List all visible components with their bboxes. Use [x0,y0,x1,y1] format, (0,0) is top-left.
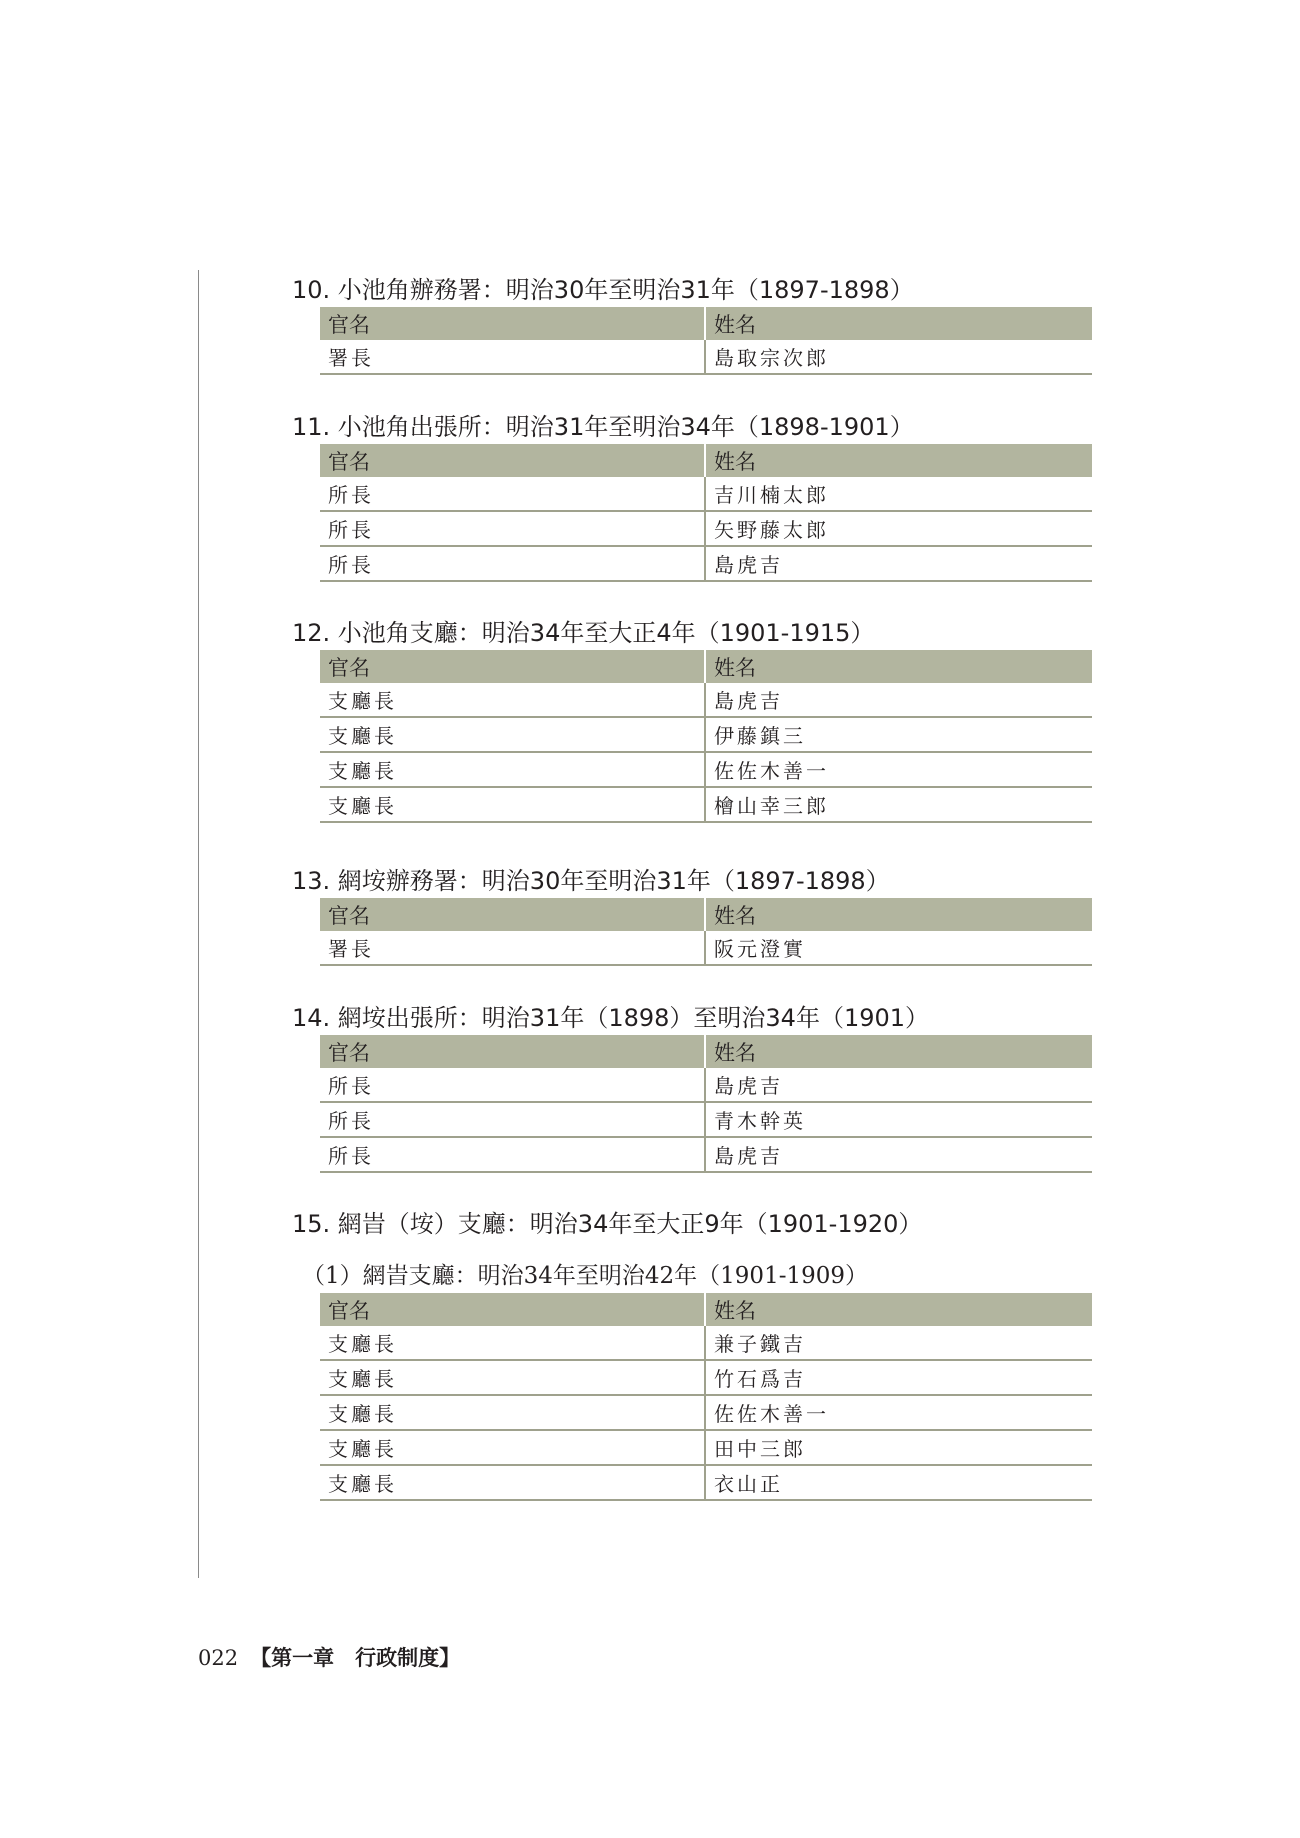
official-title: 支廳長 [320,717,705,752]
column-header-title: 官名 [320,898,705,931]
column-header-title: 官名 [320,307,705,340]
table-row [320,1465,1092,1500]
official-name: 檜山幸三郎 [705,787,1092,822]
officials-table [320,1035,1092,1173]
table-row [320,1137,1092,1172]
section-title: 12. 小池角支廳：明治34年至大正4年（1901-1915） [292,619,875,647]
official-title: 支廳長 [320,1465,705,1500]
official-name: 矢野藤太郎 [705,511,1092,546]
table-row [320,1395,1092,1430]
table-row [320,546,1092,581]
officials-table [320,650,1092,823]
column-header-name: 姓名 [705,307,1092,340]
column-header-name: 姓名 [705,444,1092,477]
section-13 [292,866,1092,966]
official-name: 島虎吉 [705,1068,1092,1102]
section-title: 11. 小池角出張所：明治31年至明治34年（1898-1901） [292,413,914,441]
column-header-title: 官名 [320,444,705,477]
section-15 [292,1209,1092,1501]
table-header-row [320,307,1092,340]
official-title: 支廳長 [320,1326,705,1360]
table-row [320,752,1092,787]
table-row [320,787,1092,822]
officials-table [320,307,1092,375]
section-10 [292,275,1092,375]
section-title: 10. 小池角辦務署：明治30年至明治31年（1897-1898） [292,276,914,304]
table-row [320,1430,1092,1465]
official-name: 兼子鐵吉 [705,1326,1092,1360]
official-title: 署長 [320,931,705,965]
official-title: 所長 [320,1137,705,1172]
section-title: 13. 網垵辦務署：明治30年至明治31年（1897-1898） [292,867,890,895]
table-header-row [320,444,1092,477]
official-title: 署長 [320,340,705,374]
official-name: 佐佐木善一 [705,752,1092,787]
column-header-name: 姓名 [705,1293,1092,1326]
table-row [320,340,1092,374]
official-title: 支廳長 [320,1360,705,1395]
column-header-title: 官名 [320,1293,705,1326]
table-row [320,1360,1092,1395]
page-footer [198,1642,460,1672]
official-name: 佐佐木善一 [705,1395,1092,1430]
official-name: 衣山正 [705,1465,1092,1500]
section-11 [292,412,1092,582]
official-title: 所長 [320,546,705,581]
official-name: 阪元澄實 [705,931,1092,965]
official-title: 支廳長 [320,1430,705,1465]
section-title: 15. 網旹（垵）支廳：明治34年至大正9年（1901-1920） [292,1210,923,1238]
table-row [320,1068,1092,1102]
section-title: 14. 網垵出張所：明治31年（1898）至明治34年（1901） [292,1004,930,1032]
official-name: 田中三郎 [705,1430,1092,1465]
table-row [320,717,1092,752]
official-title: 支廳長 [320,752,705,787]
table-header-row [320,1035,1092,1068]
margin-rule [198,270,199,1578]
official-name: 島虎吉 [705,546,1092,581]
table-row [320,511,1092,546]
table-row [320,683,1092,717]
official-title: 所長 [320,511,705,546]
officials-table [320,1293,1092,1501]
column-header-title: 官名 [320,650,705,683]
official-title: 所長 [320,1068,705,1102]
official-name: 吉川楠太郎 [705,477,1092,511]
column-header-name: 姓名 [705,898,1092,931]
official-title: 所長 [320,477,705,511]
subsection-title: （1）網旹支廳：明治34年至明治42年（1901-1909） [302,1263,869,1289]
official-name: 島取宗次郎 [705,340,1092,374]
column-header-title: 官名 [320,1035,705,1068]
table-header-row [320,898,1092,931]
table-row [320,1102,1092,1137]
official-name: 竹石爲吉 [705,1360,1092,1395]
official-title: 支廳長 [320,1395,705,1430]
official-title: 支廳長 [320,787,705,822]
table-header-row [320,1293,1092,1326]
table-row [320,931,1092,965]
official-title: 所長 [320,1102,705,1137]
section-14 [292,1003,1092,1173]
officials-table [320,898,1092,966]
chapter-label: 【第一章 行政制度】 [250,1645,461,1670]
column-header-name: 姓名 [705,650,1092,683]
column-header-name: 姓名 [705,1035,1092,1068]
official-name: 青木幹英 [705,1102,1092,1137]
officials-table [320,444,1092,582]
page-number: 022 [198,1646,239,1670]
official-name: 島虎吉 [705,1137,1092,1172]
official-name: 伊藤鎮三 [705,717,1092,752]
section-12 [292,618,1092,823]
table-row [320,477,1092,511]
table-header-row [320,650,1092,683]
official-name: 島虎吉 [705,683,1092,717]
table-row [320,1326,1092,1360]
official-title: 支廳長 [320,683,705,717]
